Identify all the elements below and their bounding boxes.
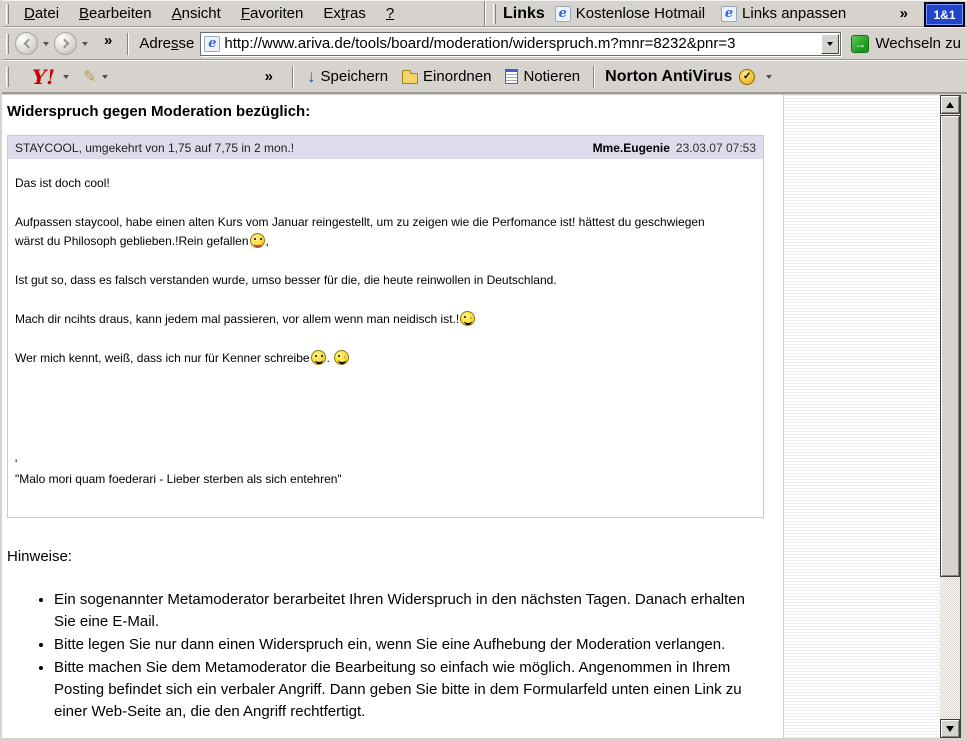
post-box — [7, 135, 764, 518]
smiley-wink-icon — [460, 311, 475, 326]
yahoo-dropdown-icon[interactable] — [63, 75, 69, 79]
post-paragraph: Mach dir ncihts draus, kann jedem mal passieren, vor allem wenn man neidisch ist.! — [15, 310, 723, 329]
post-subject: STAYCOOL, umgekehrt von 1,75 auf 7,75 in 2 mon.! — [15, 140, 295, 155]
toolbar-grip[interactable] — [6, 67, 9, 87]
back-button[interactable] — [15, 32, 38, 55]
page-content — [2, 95, 780, 738]
post-paragraph: Das ist doch cool! — [15, 176, 110, 190]
page-title: Widerspruch gegen Moderation bezüglich: — [7, 103, 311, 120]
pencil-dropdown-icon[interactable] — [102, 75, 108, 79]
menu-item-ansicht[interactable]: Ansicht — [171, 5, 221, 22]
ie-page-icon: e — [721, 6, 737, 22]
links-toolbar-item-label: Kostenlose Hotmail — [575, 5, 706, 22]
brand-logo-text: 1&1 — [926, 4, 963, 25]
back-arrow-icon — [23, 39, 33, 49]
norton-menu[interactable] — [605, 68, 776, 86]
yahoo-logo[interactable]: Y! — [32, 64, 56, 89]
menu-item-datei[interactable]: Datei — [24, 5, 60, 22]
address-dropdown-button[interactable] — [821, 34, 839, 54]
ie-page-icon: e — [204, 36, 220, 52]
hint-item: • Bitte machen Sie dem Metamoderator die Bearbeitung so einfach wie möglich. Angenommen in Ihrem Posting befindet sich ein verbaler Angriff. Dann geben Sie bitte in dem Formularfeld unten einen Link zu einer Web-Seite an, die den Angriff rechtfertigt. — [54, 657, 762, 723]
window-right-border — [960, 95, 967, 738]
save-button-label: Speichern — [320, 68, 389, 85]
scroll-down-button[interactable] — [940, 719, 960, 738]
post-paragraph: Aufpassen staycool, habe einen alten Kurs vom Januar reingestellt, um zu zeigen wie die Perfomance ist! hättest du geschwiegen wärst du Philosoph geblieben.!Rein gefallen , — [15, 215, 705, 248]
organize-button[interactable] — [395, 66, 498, 87]
pencil-icon[interactable]: ✎ — [83, 68, 97, 86]
ie-page-icon: e — [555, 6, 571, 22]
links-toolbar — [484, 1, 917, 26]
norton-icon: ✓ — [739, 69, 755, 85]
toolbar-grip[interactable] — [493, 4, 496, 24]
post-body-text — [8, 159, 763, 517]
links-toolbar-items — [555, 5, 846, 22]
save-button[interactable] — [300, 66, 395, 87]
smiley-tongue-icon — [250, 233, 265, 248]
yahoo-section — [14, 65, 286, 89]
notepad-icon — [505, 69, 518, 84]
post-meta — [593, 141, 756, 155]
menu-item-extras[interactable]: Extras — [323, 5, 366, 22]
hints-list — [7, 589, 762, 723]
links-toolbar-item[interactable] — [721, 5, 846, 22]
signature-quote: "Malo mori quam foederari - Lieber sterben als sich entehren" — [15, 472, 342, 486]
hint-item: • Bitte legen Sie nur dann einen Widerspruch ein, wenn Sie eine Aufhebung der Moderation verlangen. — [54, 634, 762, 656]
toolbar-grip[interactable] — [6, 34, 9, 54]
smiley-wink-icon — [334, 350, 349, 365]
address-input[interactable] — [200, 32, 841, 56]
scrollbar-thumb[interactable] — [940, 115, 960, 577]
smiley-smile-icon — [311, 350, 326, 365]
go-button[interactable] — [849, 34, 963, 54]
forward-button[interactable] — [54, 32, 77, 55]
links-toolbar-title: Links — [503, 4, 545, 22]
toolbar-separator — [593, 66, 595, 88]
arrow-down-icon — [946, 726, 954, 732]
signature-mark: ' — [15, 457, 18, 471]
post-timestamp: 23.03.07 07:53 — [675, 140, 756, 155]
links-toolbar-item[interactable] — [555, 5, 705, 22]
go-button-label: Wechseln zu — [875, 35, 961, 52]
folder-icon — [402, 73, 418, 84]
menu-item-favoriten[interactable]: Favoriten — [240, 5, 304, 22]
side-panel-pattern — [783, 95, 940, 738]
address-bar — [2, 27, 967, 60]
brand-logo-1und1[interactable] — [924, 2, 965, 27]
organize-button-label: Einordnen — [423, 68, 492, 85]
post-header — [8, 136, 763, 159]
note-button[interactable] — [498, 66, 587, 87]
menu-item-bearbeiten[interactable]: Bearbeiten — [79, 5, 152, 22]
back-history-dropdown-icon[interactable] — [43, 42, 49, 46]
page-viewport — [2, 95, 967, 738]
hint-item: • Ein sogenannter Metamoderator berarbeitet Ihren Widerspruch in den nächsten Tagen. Danach erhalten Sie eine E-Mail. — [54, 589, 762, 633]
nav-overflow-chevron-icon[interactable]: » — [104, 32, 112, 49]
links-overflow-chevron-icon[interactable]: » — [899, 5, 907, 22]
save-arrow-icon: ↓ — [307, 66, 316, 86]
yahoo-overflow-chevron-icon[interactable]: » — [264, 68, 272, 85]
norton-label: Norton AntiVirus — [605, 67, 733, 85]
yahoo-toolbar — [2, 60, 967, 93]
post-signature — [15, 457, 756, 517]
toolbar-separator — [127, 33, 129, 55]
go-arrow-icon: → — [851, 35, 869, 53]
links-toolbar-item-label: Links anpassen — [742, 5, 847, 22]
post-paragraph: Ist gut so, dass es falsch verstanden wurde, umso besser für die, die heute reinwollen in Deutschland. — [15, 273, 557, 287]
toolbar-grip[interactable] — [6, 4, 9, 24]
menu-bar-items — [14, 3, 404, 24]
hints-title: Hinweise: — [7, 548, 73, 565]
address-label: Adresse — [139, 35, 195, 52]
post-paragraph: Wer mich kennt, weiß, dass ich nur für Kenner schreibe . — [15, 349, 723, 368]
forward-history-dropdown-icon[interactable] — [82, 42, 88, 46]
menu-item-?[interactable]: ? — [385, 5, 395, 22]
dropdown-caret-icon — [827, 42, 833, 46]
address-url-text[interactable]: http://www.ariva.de/tools/board/moderation/widerspruch.m?mnr=8232&pnr=3 — [224, 35, 736, 52]
forward-arrow-icon — [59, 39, 69, 49]
note-button-label: Notieren — [523, 68, 581, 85]
toolbar-separator — [292, 66, 294, 88]
scroll-up-button[interactable] — [940, 95, 960, 114]
vertical-scrollbar[interactable] — [940, 95, 960, 738]
menu-bar — [2, 0, 967, 27]
arrow-up-icon — [946, 102, 954, 108]
norton-dropdown-icon — [766, 75, 772, 79]
post-author: Mme.Eugenie — [592, 140, 670, 155]
